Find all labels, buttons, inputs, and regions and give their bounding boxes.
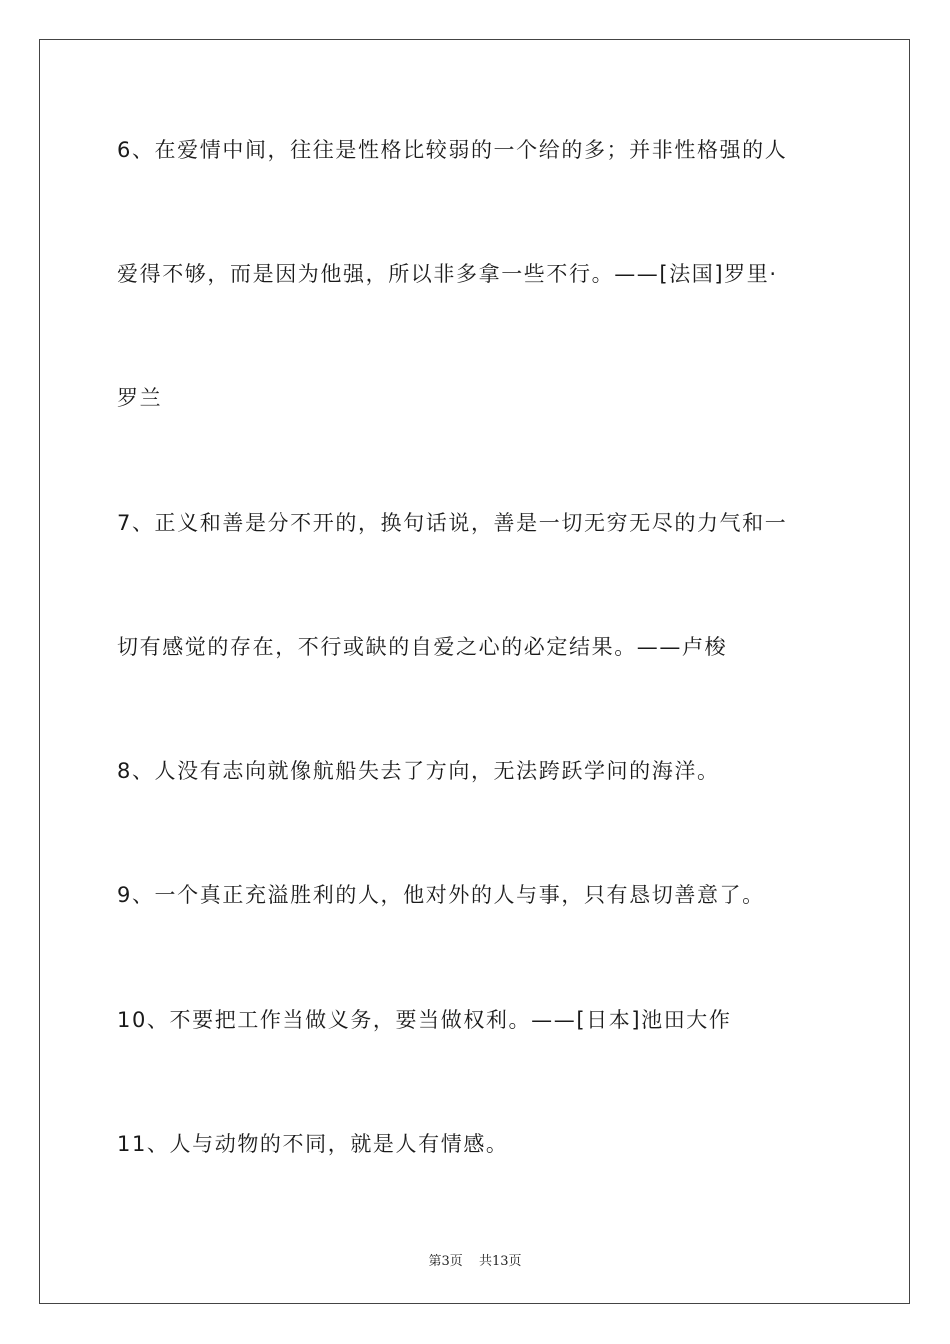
text-line: 7、正义和善是分不开的，换句话说，善是一切无穷无尽的力气和一 [117,511,788,535]
text-line: 爱得不够，而是因为他强，所以非多拿一些不行。——[法国]罗里· [117,262,778,286]
page-total: 共13页 [478,1254,522,1269]
page-number: 第3页 [428,1254,463,1269]
page-border [39,39,910,1304]
text-line: 10、不要把工作当做义务，要当做权利。——[日本]池田大作 [117,1008,732,1032]
text-line: 切有感觉的存在，不行或缺的自爱之心的必定结果。——卢梭 [117,635,728,659]
text-line: 9、一个真正充溢胜利的人，他对外的人与事，只有恳切善意了。 [117,883,765,907]
text-line: 6、在爱情中间，往往是性格比较弱的一个给的多；并非性格强的人 [117,138,788,162]
text-line: 罗兰 [117,386,163,410]
page-footer [0,1250,950,1269]
text-line: 8、人没有志向就像航船失去了方向，无法跨跃学问的海洋。 [117,759,720,783]
text-line: 11、人与动物的不同，就是人有情感。 [117,1132,509,1156]
